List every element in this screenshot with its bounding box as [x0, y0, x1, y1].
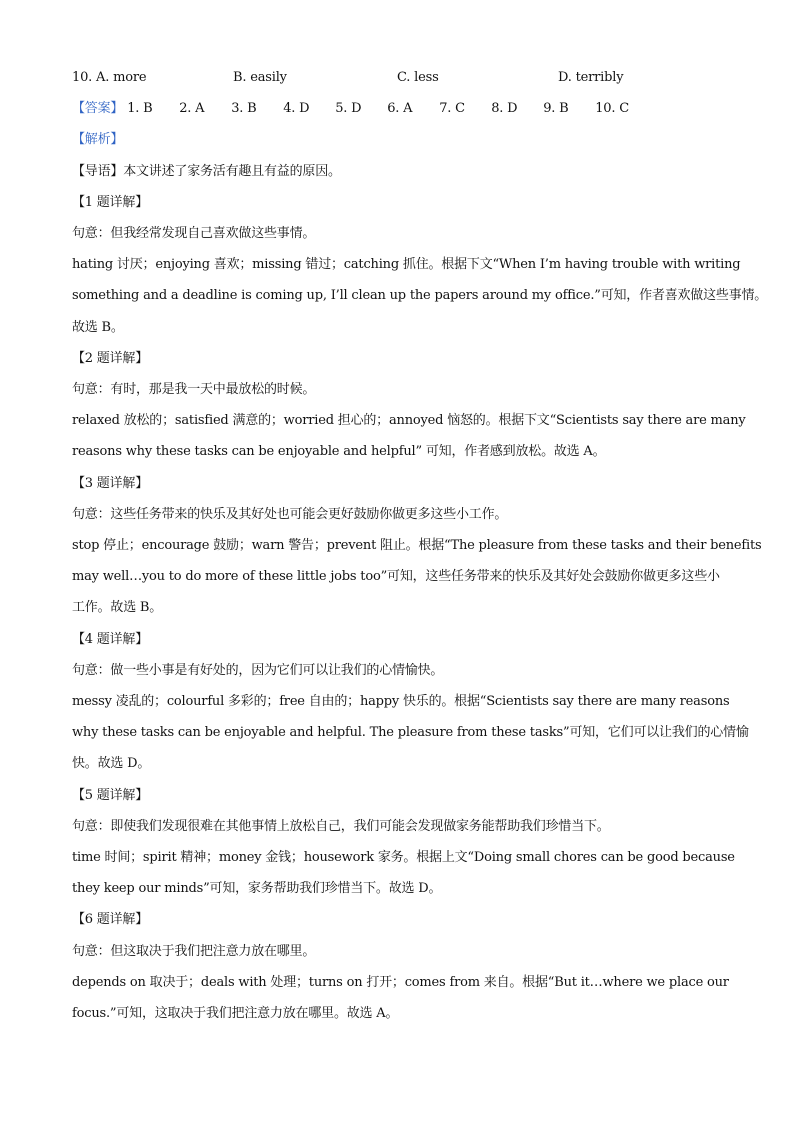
answer-item: 8. D [491, 101, 518, 117]
answer-item: 4. D [283, 101, 310, 117]
answer-item: 2. A [179, 101, 205, 117]
detail-heading: 【2 题详解】 [72, 350, 149, 366]
detail-heading: 【3 题详解】 [72, 475, 149, 491]
answer-item: 3. B [231, 101, 257, 117]
detail-section-3 [72, 468, 762, 624]
detail-section-6 [72, 904, 729, 1029]
intro-line: 【导语】本文讲述了家务活有趣且有益的原因。 [72, 163, 341, 179]
answer-item: 1. B [127, 101, 153, 117]
question-10-options [72, 62, 722, 93]
detail-section-1 [72, 187, 768, 343]
detail-line: 快。故选 D。 [72, 756, 151, 772]
detail-section-5 [72, 780, 735, 905]
detail-section-2 [72, 343, 746, 468]
detail-line: relaxed 放松的；satisfied 满意的；worried 担心的；annoyed 恼怒的。根据下文“Scientists say there are many [72, 413, 746, 429]
detail-line: why these tasks can be enjoyable and helpful. The pleasure from these tasks”可知，它们可以让我们的心情愉 [72, 725, 749, 741]
option-d: D. terribly [558, 70, 624, 85]
detail-line: focus.”可知，这取决于我们把注意力放在哪里。故选 A。 [72, 1006, 399, 1022]
answer-item: 10. C [595, 101, 629, 117]
detail-line: 句意：即使我们发现很难在其他事情上放松自己，我们可能会发现做家务能帮助我们珍惜当下。 [72, 818, 610, 834]
detail-line: may well…you to do more of these little jobs too”可知，这些任务带来的快乐及其好处会鼓励你做更多这些小 [72, 569, 720, 585]
detail-heading: 【5 题详解】 [72, 787, 149, 803]
detail-line: 句意：做一些小事是有好处的，因为它们可以让我们的心情愉快。 [72, 662, 444, 678]
answer-item: 7. C [439, 101, 465, 117]
answer-item: 6. A [387, 101, 413, 117]
detail-line: 工作。故选 B。 [72, 600, 163, 616]
detail-section-4 [72, 624, 749, 780]
detail-line: 句意：这些任务带来的快乐及其好处也可能会更好鼓励你做更多这些小工作。 [72, 506, 508, 522]
detail-heading: 【1 题详解】 [72, 194, 149, 210]
answer-label: 【答案】 [72, 101, 124, 117]
detail-line: depends on 取决于；deals with 处理；turns on 打开；comes from 来自。根据“But it…where we place our [72, 974, 729, 990]
option-a: 10. A. more [72, 70, 147, 85]
detail-line: something and a deadline is coming up, I’ll clean up the papers around my office.”可知，作者喜欢做这些事情。 [72, 288, 768, 304]
detail-line: 故选 B。 [72, 319, 124, 335]
detail-line: 句意：但我经常发现自己喜欢做这些事情。 [72, 226, 316, 241]
option-b: B. easily [233, 70, 287, 85]
document-page [72, 62, 768, 1029]
answer-item: 5. D [335, 101, 362, 117]
detail-heading: 【4 题详解】 [72, 631, 149, 647]
answer-item: 9. B [543, 101, 569, 117]
detail-heading: 【6 题详解】 [72, 912, 149, 928]
analysis-label: 【解析】 [72, 132, 124, 148]
detail-line: time 时间；spirit 精神；money 金钱；housework 家务。根据上文“Doing small chores can be good because [72, 850, 735, 866]
detail-line: stop 停止；encourage 鼓励；warn 警告；prevent 阻止。根据“The pleasure from these tasks and their benefits [72, 538, 762, 554]
answer-key [72, 93, 722, 124]
detail-line: 句意：有时，那是我一天中最放松的时候。 [72, 382, 316, 398]
detail-line: reasons why these tasks can be enjoyable and helpful” 可知，作者感到放松。故选 A。 [72, 444, 606, 460]
detail-line: hating 讨厌；enjoying 喜欢；missing 错过；catching 抓住。根据下文“When I’m having trouble with writing [72, 257, 741, 273]
detail-line: 句意：但这取决于我们把注意力放在哪里。 [72, 943, 316, 959]
detail-line: messy 凌乱的；colourful 多彩的；free 自由的；happy 快乐的。根据“Scientists say there are many reasons [72, 694, 730, 710]
detail-line: they keep our minds”可知，家务帮助我们珍惜当下。故选 D。 [72, 881, 442, 897]
option-c: C. less [397, 70, 439, 85]
